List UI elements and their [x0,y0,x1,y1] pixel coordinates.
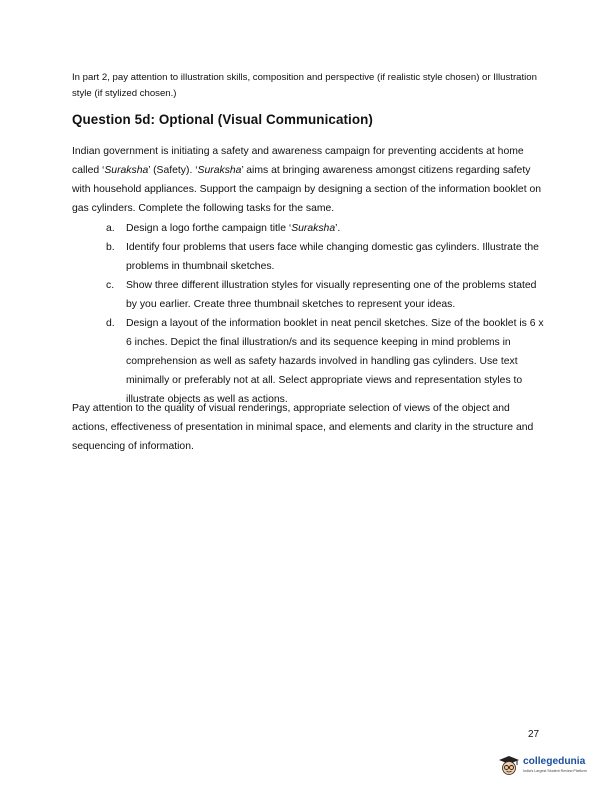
task-text-end: ’. [335,223,341,234]
intro-text-3: ’ aims at bringing awareness amongst citizens regarding safety with household appliances. Support the campaign by designing a section of the information booklet on gas cylinders. Complete the following tasks for the same. [72,165,542,214]
brand-name: collegedunia [523,756,586,767]
task-text: Show three different illustration styles for visually representing one of the problems stated by you earlier. Create three thumbnail sketches to represent your ideas. [126,280,537,310]
task-item [72,276,544,314]
collegedunia-logo [497,750,597,780]
task-marker: c. [106,280,115,291]
task-marker: d. [106,318,115,329]
task-item [72,314,544,409]
task-text: Identify four problems that users face while changing domestic gas cylinders. Illustrate the problems in thumbnail sketches. [126,242,539,272]
intro-text-2: ’ (Safety). ‘ [148,165,198,176]
intro-text-1: Indian government is initiating a safety and awareness campaign for preventing accidents at home called ‘ [72,146,524,176]
question-intro [72,142,544,218]
task-text: Design a logo forthe campaign title ‘ [126,223,292,234]
task-marker: b. [106,242,115,253]
graduate-mascot-icon [497,753,521,777]
task-term: Suraksha [291,223,336,234]
intro-term-1: Suraksha [104,165,149,176]
task-marker: a. [106,223,115,234]
closing-paragraph: Pay attention to the quality of visual renderings, appropriate selection of views of the object and actions, effectiveness of presentation in minimal space, and elements and clarity in the structure and sequencing of information. [72,403,534,452]
part-2-note: In part 2, pay attention to illustration skills, composition and perspective (if realistic style chosen) or Illustration style (if stylized chosen.) [72,72,537,99]
question-title: Question 5d: Optional (Visual Communication) [72,112,373,127]
task-list [72,219,544,409]
page-number: 27 [528,729,540,740]
task-item [72,238,544,276]
intro-term-2: Suraksha [197,165,242,176]
task-item [72,219,544,238]
brand-tagline: India's Largest Student Review Platform [523,769,587,773]
task-text: Design a layout of the information booklet in neat pencil sketches. Size of the booklet is 6 x 6 inches. Depict the final illustration/s and its sequence keeping in mind problems in comprehension as well as safety hazards involved in handling gas cylinders. Use text minimally or preferably not at all. Select appropriate views and representation styles to illustrate objects as well as actions. [126,318,544,405]
